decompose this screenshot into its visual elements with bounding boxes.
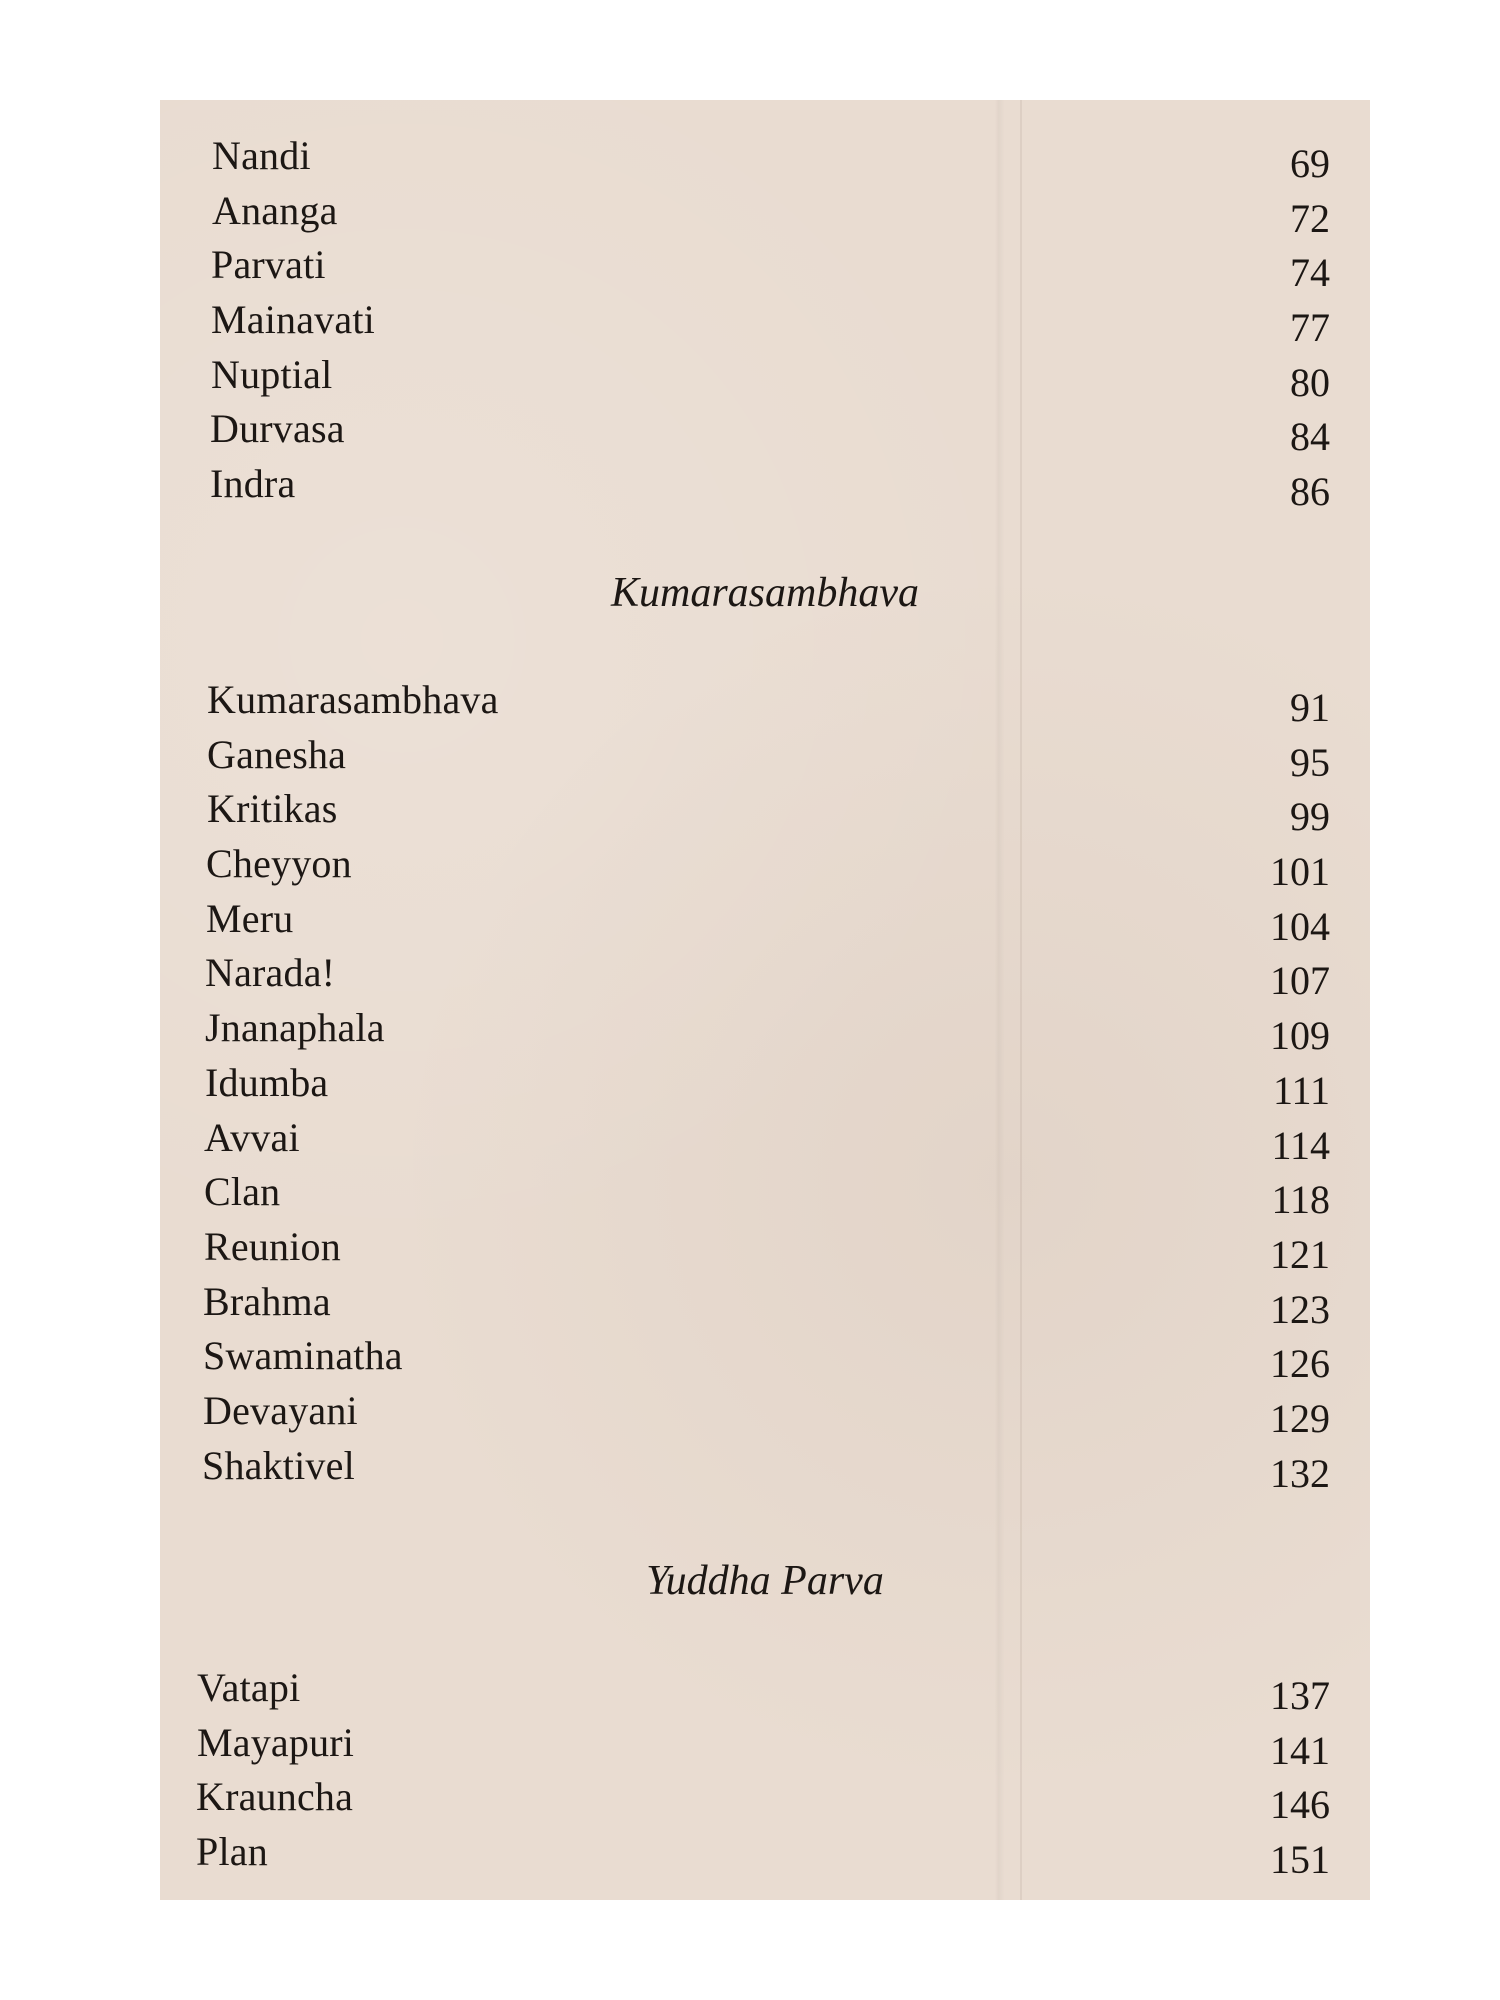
toc-entry-page: 141 [1270, 1727, 1330, 1773]
toc-entry-title: Mayapuri [197, 1719, 355, 1765]
toc-entry [160, 786, 1370, 844]
toc-entry-page: 151 [1270, 1837, 1330, 1883]
toc-entry-title: Brahma [203, 1278, 331, 1324]
toc-entry-title: Jnanaphala [205, 1005, 385, 1051]
toc-entry-page: 80 [1290, 359, 1330, 405]
toc-entry [160, 950, 1370, 1008]
toc-entry-title: Nandi [212, 133, 311, 178]
toc-entry [160, 242, 1370, 300]
toc-entry-title: Idumba [205, 1059, 329, 1105]
toc-entry-title: Krauncha [196, 1774, 354, 1820]
toc-entry [160, 1665, 1370, 1723]
toc-entry-title: Vatapi [197, 1665, 301, 1710]
toc-entry [160, 1223, 1370, 1282]
toc-entry [160, 1719, 1370, 1778]
toc-entry-title: Meru [206, 895, 294, 941]
toc-entry-title: Ganesha [207, 731, 347, 777]
section-heading-kumarasambhava: Kumarasambhava [610, 570, 919, 616]
toc-entry-page: 99 [1290, 794, 1330, 840]
toc-entry-page: 72 [1290, 195, 1330, 241]
toc-entry-page: 123 [1270, 1286, 1330, 1332]
toc-entry [160, 1774, 1370, 1832]
toc-entry-title: Nuptial [211, 351, 333, 397]
toc-entry [160, 677, 1370, 735]
toc-entry-page: 74 [1290, 250, 1330, 296]
toc-entry [160, 895, 1370, 954]
toc-entry-page: 101 [1270, 849, 1330, 895]
toc-entry-title: Cheyyon [206, 841, 352, 887]
toc-entry-title: Clan [204, 1169, 281, 1215]
toc-entry [160, 461, 1370, 519]
toc-entry-page: 126 [1270, 1341, 1330, 1387]
toc-entry-title: Narada! [205, 950, 336, 996]
toc-entry-page: 86 [1290, 469, 1330, 515]
toc-entry [160, 1333, 1370, 1391]
toc-entry-title: Avvai [204, 1114, 300, 1160]
toc-entry [160, 1278, 1370, 1337]
toc-entry-page: 95 [1290, 739, 1330, 785]
toc-entry-title: Mainavati [211, 297, 375, 343]
toc-section-3 [160, 1665, 1370, 1887]
book-page [160, 100, 1370, 1900]
toc-entry-title: Durvasa [210, 406, 345, 452]
toc-entry-page: 104 [1270, 903, 1330, 949]
toc-entry-title: Devayani [203, 1387, 358, 1433]
toc-entry-page: 109 [1270, 1013, 1330, 1059]
toc-entry [160, 841, 1370, 899]
toc-entry-page: 121 [1270, 1231, 1330, 1277]
toc-entry [160, 351, 1370, 410]
toc-entry [160, 1442, 1370, 1501]
toc-entry [160, 1829, 1370, 1887]
toc-entry [160, 731, 1370, 790]
toc-entry [160, 406, 1370, 464]
toc-entry-page: 129 [1270, 1395, 1330, 1441]
toc-section-1 [160, 133, 1370, 519]
toc-entry-title: Reunion [204, 1223, 341, 1269]
toc-entry-title: Kumarasambhava [207, 677, 499, 722]
toc-entry [160, 1005, 1370, 1063]
toc-entry-title: Shaktivel [202, 1442, 355, 1488]
toc-entry-page: 137 [1270, 1673, 1330, 1718]
toc-entry [160, 1059, 1370, 1118]
toc-section-2 [160, 677, 1370, 1500]
toc-entry-page: 84 [1290, 414, 1330, 460]
toc-entry [160, 297, 1370, 355]
section-heading-yuddha-parva: Yuddha Parva [646, 1558, 884, 1604]
toc-entry-title: Parvati [211, 242, 326, 288]
toc-entry [160, 187, 1370, 246]
toc-entry [160, 1387, 1370, 1446]
toc-entry-page: 132 [1270, 1450, 1330, 1496]
toc-entry-page: 77 [1290, 305, 1330, 351]
toc-entry-page: 114 [1271, 1122, 1330, 1168]
toc-entry-title: Indra [210, 461, 296, 507]
toc-entry-title: Kritikas [207, 786, 338, 832]
toc-entry [160, 1114, 1370, 1173]
toc-entry [160, 1169, 1370, 1227]
toc-entry-page: 118 [1271, 1177, 1330, 1223]
toc-entry-title: Plan [196, 1829, 268, 1875]
toc-entry-page: 146 [1270, 1782, 1330, 1828]
toc-entry-page: 107 [1270, 958, 1330, 1004]
toc-entry [160, 133, 1370, 191]
toc-entry-page: 111 [1272, 1067, 1330, 1113]
toc-entry-title: Swaminatha [203, 1333, 403, 1379]
toc-entry-page: 91 [1290, 685, 1330, 730]
toc-entry-title: Ananga [212, 187, 338, 233]
toc-entry-page: 69 [1290, 141, 1330, 186]
